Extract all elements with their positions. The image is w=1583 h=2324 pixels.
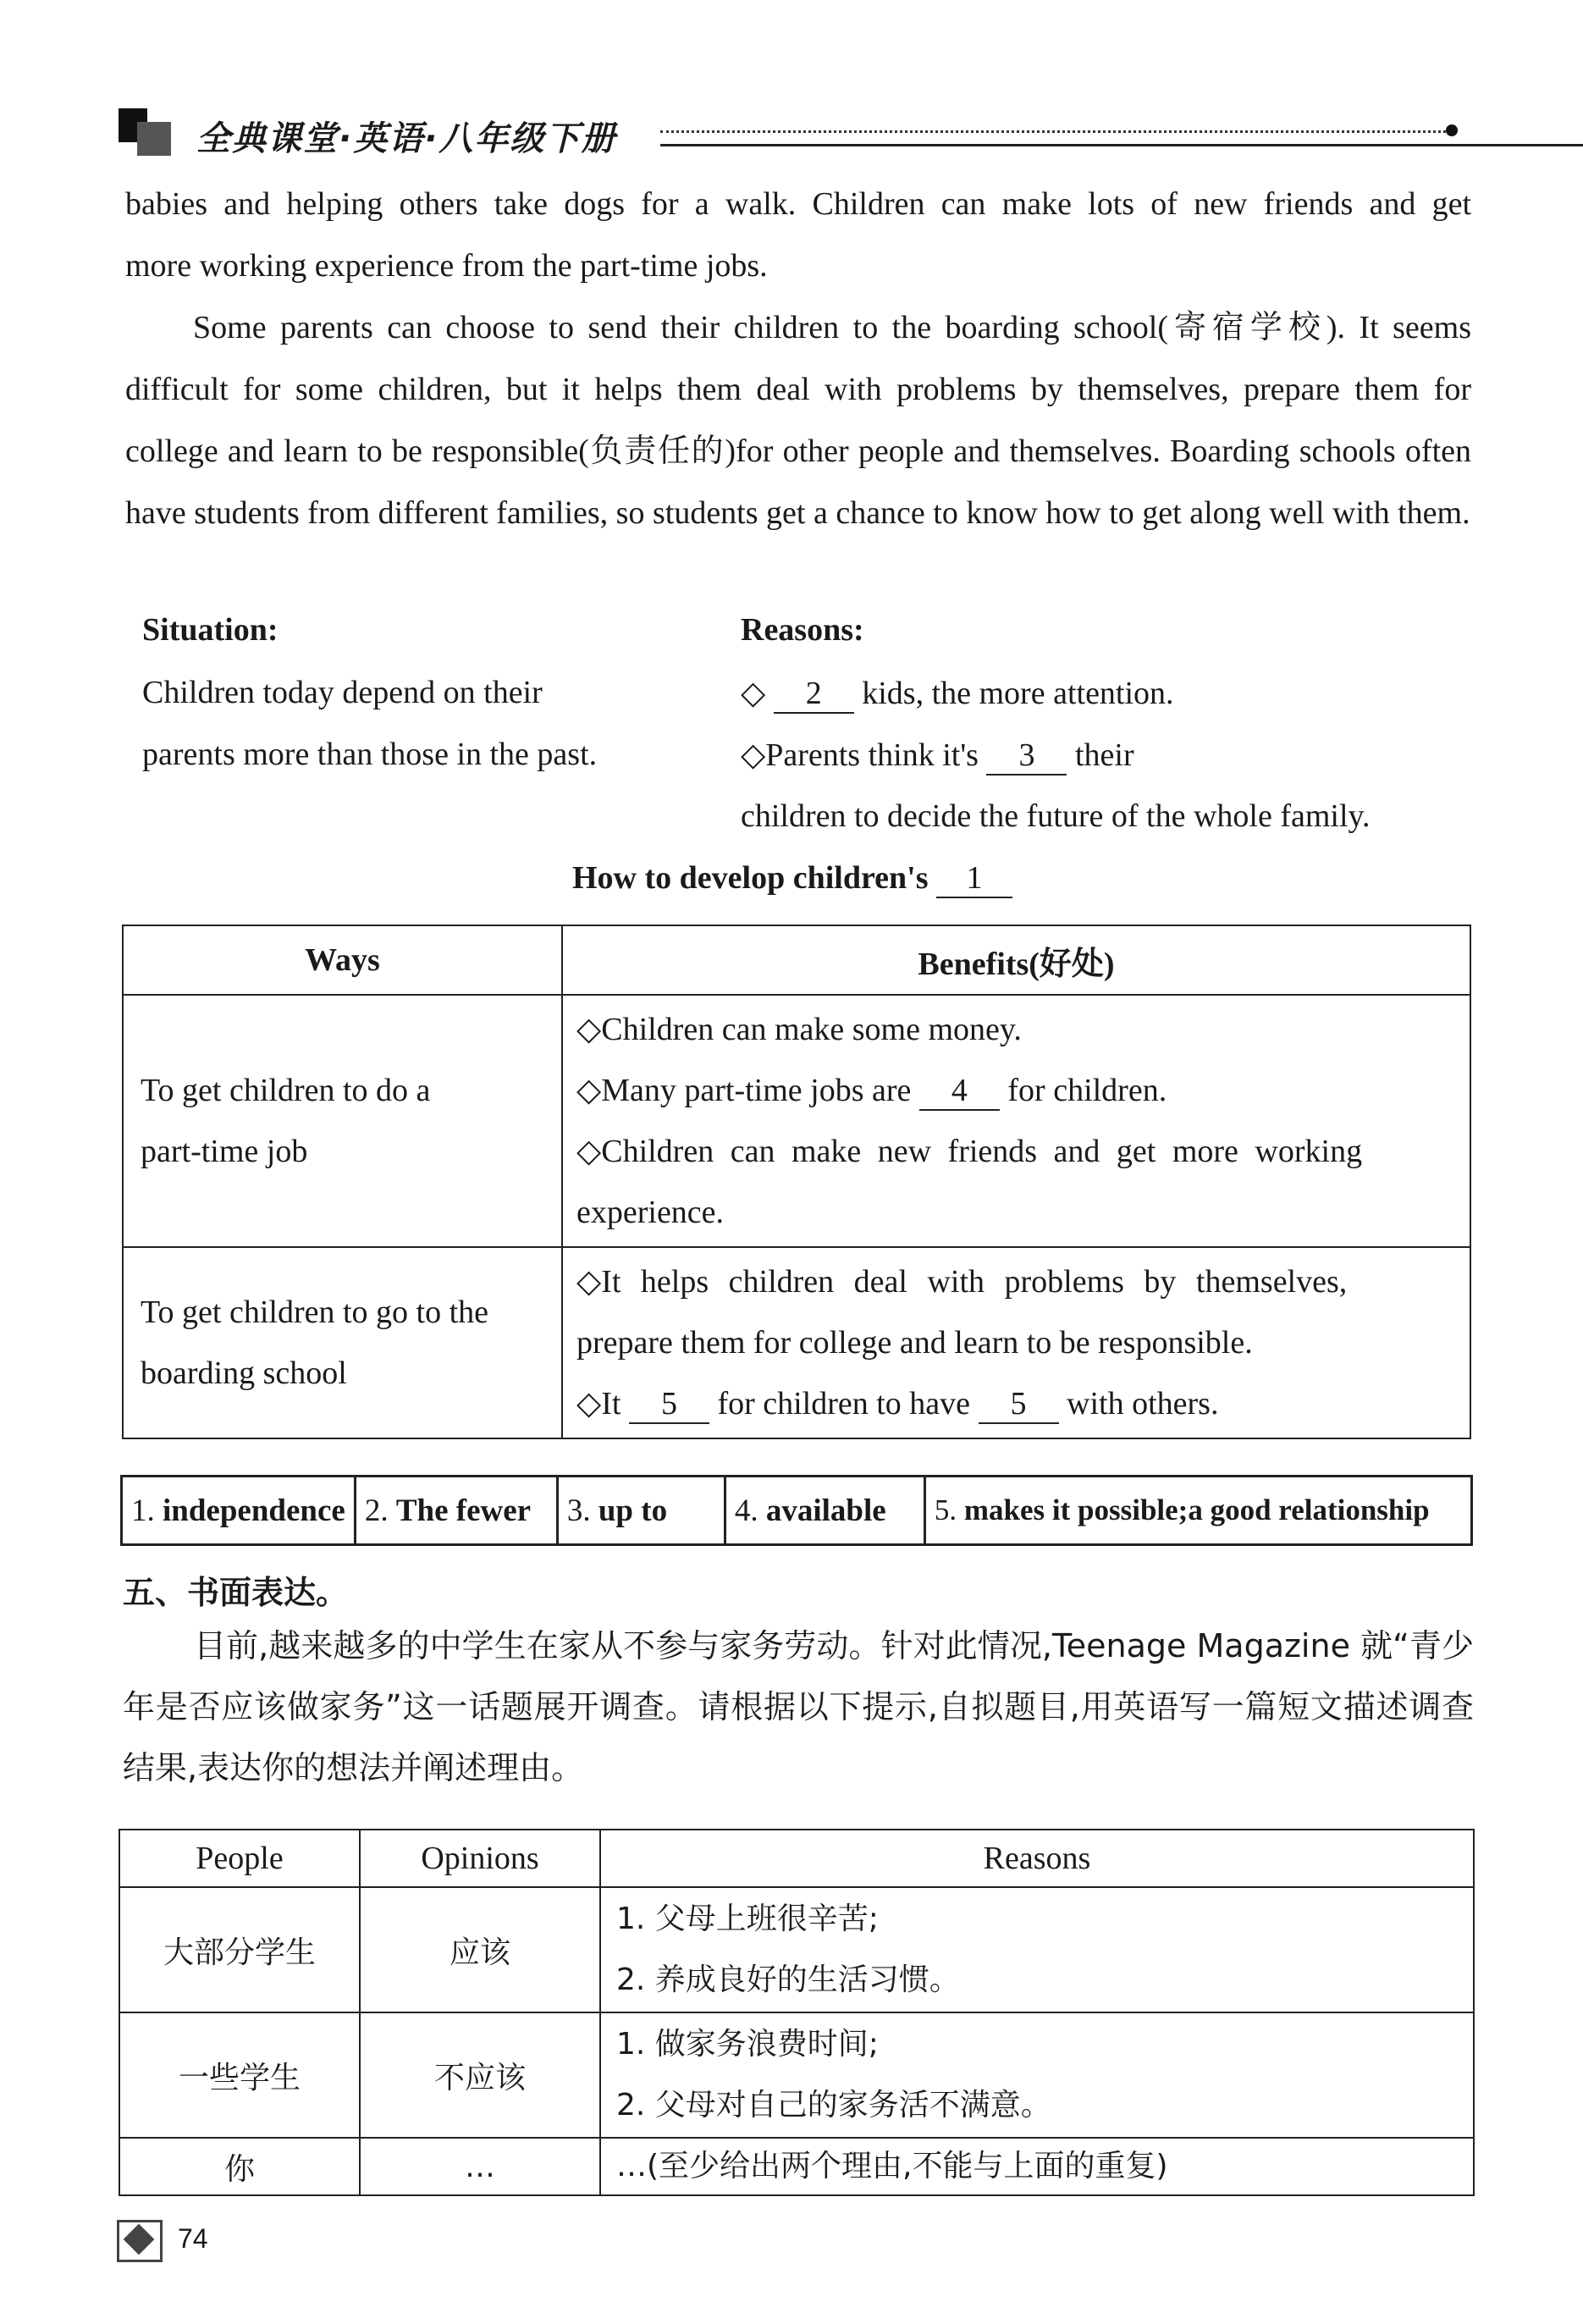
benefit-line: ◇Children can make new friends and get more working [576, 1134, 1363, 1169]
table-row [119, 1887, 1474, 2012]
answer-text: independence [163, 1493, 345, 1528]
situation-line: parents more than those in the past. [142, 737, 598, 772]
column-header-opinions: Opinions [360, 1830, 600, 1887]
column-header-reasons: Reasons [600, 1830, 1474, 1887]
reason-bullet: ◇ [741, 676, 766, 711]
answer-cell [725, 1477, 924, 1545]
reasons-cell [600, 1887, 1474, 2012]
passage-paragraph: Some parents can choose to send their children to the boarding school(寄宿学校). It seems difficult for some children, but it helps them deal with problems by themselves, prepare them for college and learn to be responsible(负责任的)for other people and themselves. Boarding schools often have students from different families, so students get a chance to know how to get along well with them. [125, 310, 1471, 531]
answer-number: 4. [734, 1493, 758, 1528]
table-row [119, 2012, 1474, 2138]
instructions-text: 目前,越来越多的中学生在家从不参与家务劳动。针对此情况,Teenage Magazine 就“青少年是否应该做家务”这一话题展开调查。请根据以下提示,自拟题目,用英语写一篇短文描述调查结果,表达你的想法并阐述理由。 [123, 1627, 1474, 1786]
reasons-label: Reasons: [741, 612, 864, 648]
situation-label: Situation: [142, 612, 279, 648]
ways-benefits-table [122, 925, 1471, 1439]
reason-line: children to decide the future of the whole family. [741, 798, 1371, 834]
benefits-cell [562, 995, 1470, 1247]
answer-blank: 2 [774, 676, 854, 714]
answer-cell [355, 1477, 557, 1545]
column-header-benefits: Benefits(好处) [562, 925, 1470, 995]
answer-blank: 3 [986, 738, 1067, 776]
benefit-line: ◇Children can make some money. [576, 1012, 1022, 1047]
benefit-line: prepare them for college and learn to be responsible. [576, 1325, 1253, 1361]
answer-blank: 5 [629, 1387, 709, 1424]
answer-number: 3. [566, 1493, 591, 1528]
benefit-text: for children to have [717, 1386, 971, 1421]
column-header-people: People [119, 1830, 360, 1887]
answer-text: makes it possible;a good relationship [963, 1493, 1430, 1526]
opinion-cell: … [360, 2138, 600, 2195]
survey-table [119, 1829, 1475, 2196]
answer-number: 2. [364, 1493, 389, 1528]
column-header-ways: Ways [123, 925, 562, 995]
diamond-icon [117, 2220, 163, 2262]
answer-row [122, 1477, 1472, 1545]
writing-instructions [123, 1615, 1474, 1798]
way-cell [123, 1247, 562, 1438]
passage-line: babies and helping others take dogs for a walk. Children can make lots of new friends and get [125, 186, 1471, 222]
page-number: 74 [178, 2223, 208, 2254]
people-cell: 你 [119, 2138, 360, 2195]
table-title [572, 859, 1012, 898]
reason-text: kids, the more attention. [862, 676, 1174, 711]
table-row [123, 995, 1470, 1247]
opinion-cell: 不应该 [360, 2012, 600, 2138]
benefits-cell [562, 1247, 1470, 1438]
reason-text: ◇Parents think it's [741, 737, 979, 773]
reasons-cell [600, 2012, 1474, 2138]
answer-cell [924, 1477, 1471, 1545]
benefit-text: with others. [1067, 1386, 1219, 1421]
way-line: To get children to do a [141, 1073, 431, 1108]
people-cell: 大部分学生 [119, 1887, 360, 2012]
benefit-text: ◇It [576, 1386, 621, 1421]
people-cell: 一些学生 [119, 2012, 360, 2138]
answer-cell [122, 1477, 356, 1545]
passage [125, 174, 1471, 544]
reason-item [741, 674, 1174, 714]
benefit-line: experience. [576, 1195, 725, 1230]
answer-number: 5. [934, 1493, 957, 1526]
situation-line: Children today depend on their [142, 675, 543, 710]
reason-line: 2. 养成良好的生活习惯。 [616, 1962, 960, 1997]
benefit-line [576, 1373, 1456, 1434]
table-header-row [119, 1830, 1474, 1887]
reason-line: 1. 做家务浪费时间; [616, 2027, 879, 2062]
benefit-text: for children. [1007, 1073, 1167, 1108]
reason-line: 1. 父母上班很辛苦; [616, 1902, 879, 1936]
header-rule [660, 144, 1583, 146]
answer-blank: 4 [919, 1074, 1000, 1111]
reason-text: their [1074, 737, 1134, 773]
header-dotted-rule [660, 130, 1452, 133]
reason-item [741, 736, 1134, 776]
header-title: 全典课堂·英语·八年级下册 [196, 119, 617, 158]
reasons-cell [600, 2138, 1474, 2195]
passage-line: more working experience from the part-time jobs. [125, 248, 768, 284]
page-header [119, 108, 1490, 159]
header-dot [1446, 124, 1458, 136]
opinion-cell: 应该 [360, 1887, 600, 2012]
section-title: 五、书面表达。 [123, 1574, 349, 1611]
answer-text: available [765, 1493, 886, 1528]
answer-cell [557, 1477, 725, 1545]
benefit-line [576, 1060, 1456, 1121]
answer-blank: 1 [936, 861, 1012, 898]
answer-text: up to [598, 1493, 668, 1528]
header-logo-squares [119, 108, 185, 156]
answer-key-table [120, 1475, 1473, 1546]
answer-text: The fewer [395, 1493, 532, 1528]
table-title-text: How to develop children's [572, 860, 929, 896]
benefit-text: ◇Many part-time jobs are [576, 1073, 912, 1108]
way-line: To get children to go to the [141, 1294, 489, 1330]
table-header-row [123, 925, 1470, 995]
way-cell [123, 995, 562, 1247]
answer-blank: 5 [979, 1387, 1059, 1424]
answer-number: 1. [131, 1493, 155, 1528]
table-row [123, 1247, 1470, 1438]
reason-line: …(至少给出两个理由,不能与上面的重复) [616, 2149, 1168, 2183]
reason-line: 2. 父母对自己的家务活不满意。 [616, 2088, 1051, 2123]
benefit-line: ◇It helps children deal with problems by themselves, [576, 1264, 1348, 1300]
table-row [119, 2138, 1474, 2195]
way-line: part-time job [141, 1134, 308, 1169]
way-line: boarding school [141, 1355, 347, 1391]
